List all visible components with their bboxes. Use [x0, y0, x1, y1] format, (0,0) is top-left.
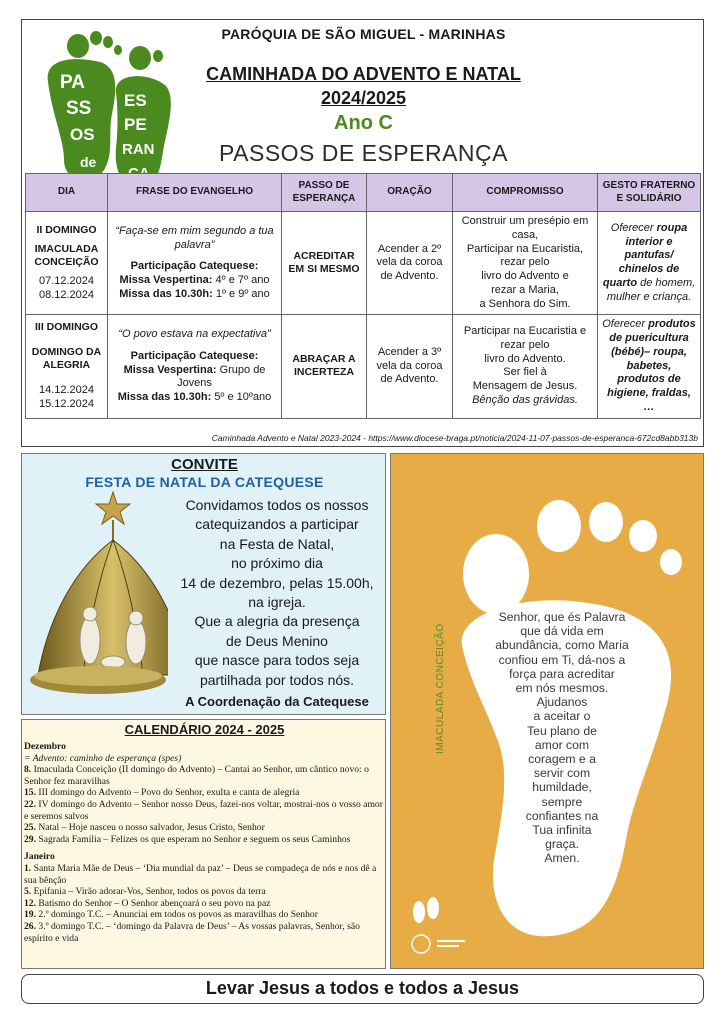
prayer-line: abundância, como Maria — [495, 638, 629, 653]
cell-dia — [26, 212, 108, 315]
vespers-line — [112, 274, 277, 288]
list-item-day: 15. — [24, 787, 36, 799]
list-item-day: 8. — [24, 764, 32, 776]
prayer-line: Amen. — [544, 851, 580, 866]
convite-line: catequizandos a participar — [195, 516, 359, 533]
catechesis-label: Participação Catequese: — [130, 349, 259, 362]
list-item — [24, 787, 384, 799]
gospel-quote: “Faça-se em mim segundo a tua palavra” — [115, 224, 274, 251]
prayer-line: servir com — [533, 766, 591, 781]
compromisso-line: rezar a Maria, — [491, 283, 559, 296]
compromisso-line: a Senhora do Sim. — [479, 297, 571, 310]
list-item-text: Santa Maria Mãe de Deus – ‘Dia mundial da paz’ – Deus se compadeça de nós e nos dê a sua bênção — [24, 862, 377, 886]
date-start: 07.12.2024 — [38, 275, 95, 288]
foot-vertical-label: IMACULADA CONCEIÇÃO — [435, 623, 446, 754]
prayer-line: a aceitar o — [533, 709, 591, 724]
month-note: = Advento: caminho de esperança (spes) — [24, 752, 182, 764]
advent-header-frame — [21, 19, 704, 447]
day-name: IMACULADA CONCEIÇÃO — [34, 242, 99, 268]
svg-text:de: de — [80, 154, 97, 170]
cell-gesto — [598, 212, 701, 315]
list-item-day: 1. — [24, 862, 32, 874]
prayer-line: Senhor, que és Palavra — [498, 610, 626, 624]
table-row — [26, 315, 701, 418]
prayer-line: Tua infinita — [532, 823, 592, 838]
convite-line: partilhada por todos nós. — [199, 671, 355, 688]
parish-name: PARÓQUIA DE SÃO MIGUEL - MARINHAS — [221, 26, 506, 42]
date-start: 14.12.2024 — [38, 384, 95, 397]
compromisso-line: Construir um presépio em casa, — [461, 215, 589, 241]
day-label: III DOMINGO — [35, 320, 98, 333]
cell-passo: ABRAÇAR A INCERTEZA — [282, 315, 367, 418]
prayer-line: força para acreditar — [509, 666, 615, 681]
vespers-line — [112, 364, 277, 392]
calendario-box — [21, 719, 386, 969]
list-item-day: 12. — [24, 897, 36, 909]
mass-label: Missa das 10.30h: — [119, 287, 213, 300]
header-dia: DIA — [26, 174, 108, 212]
list-item — [24, 863, 384, 886]
compromisso-line: rezar pelo — [500, 256, 550, 269]
convite-box — [21, 453, 386, 715]
table-header-row — [26, 174, 701, 212]
prayer-text — [477, 610, 647, 866]
list-item-text: Batismo do Senhor – O Senhor abençoará o seu povo na paz — [38, 897, 271, 909]
nativity-illustration — [28, 490, 168, 700]
list-item — [24, 921, 384, 944]
gesto-connector: de — [640, 276, 653, 289]
svg-text:PE: PE — [124, 115, 147, 134]
cell-passo: ACREDITAR EM SI MESMO — [282, 212, 367, 315]
header-compromisso: COMPROMISSO — [453, 174, 598, 212]
list-item — [24, 764, 384, 787]
cell-oracao: Acender a 3º vela da coroa de Advento. — [367, 315, 453, 418]
compromisso-line: Ser fiel à — [503, 366, 547, 379]
list-item-text: 2.º domingo T.C. – Anunciai em todos os povos as maravilhas do Senhor — [38, 909, 318, 921]
calendario-title: CALENDÁRIO 2024 - 2025 — [124, 722, 285, 737]
convite-line: na Festa de Natal, — [219, 535, 335, 552]
vespers-value: Grupo de Jovens — [177, 363, 266, 390]
list-item-day: 25. — [24, 822, 36, 834]
compromisso-italic: Bênção das grávidas. — [472, 393, 578, 406]
gesto-items: produtos de puericultura (bébé)– roupa, babetes, produtos de higiene, fraldas, … — [607, 318, 696, 413]
liturgical-year: Ano C — [334, 112, 393, 134]
catechesis-label: Participação Catequese: — [130, 260, 259, 273]
source-credit: Caminhada Advento e Natal 2023-2024 - https://www.diocese-braga.pt/noticia/2024-11-07-passos-de-esperanca-672cd8abb313b — [211, 433, 698, 443]
header-oracao: ORAÇÃO — [367, 174, 453, 212]
day-label: II DOMINGO — [36, 223, 97, 236]
cell-compromisso — [453, 315, 598, 418]
prayer-line: que dá vida em — [520, 624, 604, 639]
convite-line: no próximo dia — [231, 555, 323, 572]
prayer-line: amor com — [534, 737, 590, 752]
cell-oracao: Acender a 2º vela da coroa de Advento. — [367, 212, 453, 315]
list-item-text: Sagrada Família – Felizes os que esperam no Senhor e seguem os seus Caminhos — [38, 833, 351, 845]
svg-text:PA: PA — [60, 72, 85, 93]
cell-dia — [26, 315, 108, 418]
header-gesto: GESTO FRATERNO E SOLIDÁRIO — [598, 174, 701, 212]
list-item — [24, 822, 384, 834]
compromisso-line: Mensagem de Jesus. — [472, 380, 578, 393]
cell-frase — [108, 315, 282, 418]
convite-message — [170, 496, 384, 690]
convite-title: CONVITE — [171, 456, 238, 473]
calendario-list — [24, 741, 384, 944]
convite-subtitle: FESTA DE NATAL DA CATEQUESE — [85, 474, 324, 490]
prayer-line: confiantes na — [525, 808, 599, 823]
cell-frase — [108, 212, 282, 315]
vespers-label: Missa Vespertina: — [119, 274, 213, 286]
mass-line — [112, 391, 277, 405]
compromisso-line: Participar na Eucaristia e — [463, 325, 587, 338]
footer-motto: Levar Jesus a todos e todos a Jesus — [21, 974, 704, 1004]
list-item-day: 29. — [24, 833, 36, 845]
prayer-line: humildade, — [532, 780, 592, 795]
convite-line: de Deus Menino — [226, 632, 328, 649]
convite-line: 14 de dezembro, pelas 15.00h, — [180, 574, 374, 591]
vespers-label: Missa Vespertina: — [123, 363, 217, 376]
advent-schedule-table — [25, 173, 701, 419]
date-end: 15.12.2024 — [38, 398, 95, 411]
mass-value: 1º e 9º ano — [215, 287, 270, 300]
list-item-text: Imaculada Conceição (II domingo do Advento) – Cantai ao Senhor, um cântico novo: o Senhor fez maravilhas — [24, 764, 369, 787]
list-item — [24, 898, 384, 910]
prayer-line: confiou em Ti, dá-nos a — [498, 652, 626, 667]
theme-title: PASSOS DE ESPERANÇA — [219, 140, 508, 166]
convite-line: na igreja. — [248, 594, 306, 611]
gospel-quote: “O povo estava na expectativa” — [118, 328, 271, 340]
list-item-text: III domingo do Advento – Povo do Senhor, exulta e canta de alegria — [38, 787, 300, 799]
month-label: Janeiro — [24, 851, 55, 863]
list-item-day: 19. — [24, 909, 36, 921]
compromisso-line: Participar na Eucaristia, — [466, 242, 584, 255]
compromisso-line: rezar pelo — [500, 338, 550, 351]
page-title: CAMINHADA DO ADVENTO E NATAL — [206, 64, 521, 84]
prayer-line: Teu plano de — [527, 723, 597, 738]
mass-value: 5º e 10ºano — [214, 391, 272, 403]
table-row — [26, 212, 701, 315]
header-frase: FRASE DO EVANGELHO — [108, 174, 282, 212]
vespers-value: 4º e 7º ano — [215, 274, 270, 286]
convite-signature: A Coordenação da Catequese — [185, 694, 369, 709]
svg-text:OS: OS — [70, 125, 95, 144]
date-end: 08.12.2024 — [38, 288, 95, 301]
day-name: DOMINGO DA ALEGRIA — [31, 346, 102, 372]
gesto-recipients: homem, mulher e criança. — [606, 276, 696, 303]
prayer-line: graça. — [545, 837, 579, 852]
svg-text:SS: SS — [66, 98, 92, 119]
list-item — [24, 834, 384, 846]
prayer-line: Ajudanos — [536, 695, 588, 710]
prayer-foot-panel — [390, 453, 704, 969]
compromisso-line: livro do Advento e — [481, 270, 569, 282]
header-passo: PASSO DE ESPERANÇA — [282, 174, 367, 212]
cell-compromisso — [453, 212, 598, 315]
mass-line — [112, 288, 277, 302]
page-year: 2024/2025 — [320, 88, 407, 108]
svg-text:RAN: RAN — [122, 141, 155, 158]
gesto-items: roupa interior e pantufas/ chinelos de quarto — [602, 221, 688, 289]
list-item-day: 5. — [24, 886, 32, 898]
convite-line: que nasce para todos seja — [194, 652, 360, 669]
gesto-verb: Oferecer — [610, 221, 654, 234]
list-item-text: IV domingo do Advento – Senhor nosso Deus, fazei-nos voltar, mostrai-nos o vosso amor e seremos salvos — [24, 798, 383, 822]
list-item — [24, 799, 384, 822]
list-item — [24, 909, 384, 921]
list-item-text: Epifania – Virão adorar-Vos, Senhor, todos os povos da terra — [33, 886, 266, 898]
gesto-verb: Oferecer — [602, 318, 646, 331]
convite-line: Que a alegria da presença — [194, 613, 360, 630]
list-item — [24, 886, 384, 898]
list-item-text: 3.º domingo T.C. – ‘domingo da Palavra de Deus’ – As vossas palavras, Senhor, são espírito e vida — [24, 920, 360, 944]
list-item-day: 26. — [24, 920, 36, 932]
list-item-day: 22. — [24, 798, 36, 810]
cell-gesto — [598, 315, 701, 418]
list-item-text: Natal – Hoje nasceu o nosso salvador, Jesus Cristo, Senhor — [38, 822, 265, 834]
month-label: Dezembro — [24, 741, 66, 752]
convite-line: Convidamos todos os nossos — [185, 497, 369, 513]
prayer-line: coragem e a — [528, 752, 596, 767]
prayer-line: sempre — [541, 794, 583, 809]
mass-label: Missa das 10.30h: — [117, 391, 212, 403]
compromisso-line: livro do Advento. — [484, 352, 566, 365]
prayer-line: em nós mesmos. — [515, 681, 609, 696]
svg-text:ES: ES — [124, 91, 147, 110]
